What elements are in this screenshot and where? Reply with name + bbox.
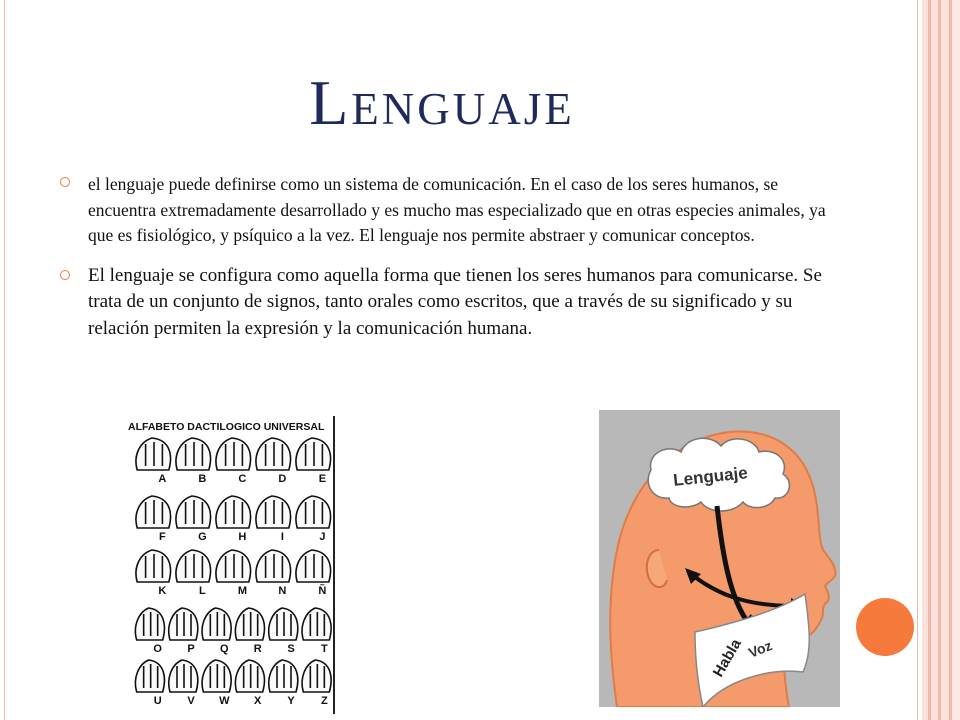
- letter-label: K: [158, 585, 167, 597]
- letter-label: E: [318, 473, 327, 485]
- letter-label: R: [253, 643, 262, 655]
- letter-label: L: [199, 585, 206, 597]
- bullet-list: [60, 172, 840, 342]
- letter-label: W: [219, 695, 230, 707]
- letter-label: N: [278, 585, 287, 597]
- decorative-stripes: [922, 0, 960, 720]
- letter-label: M: [237, 585, 247, 597]
- head-drawing: [599, 410, 840, 707]
- bullet-text: El lenguaje se configura como aquella forma que tienen los seres humanos para comunicarse. Se trata de un conjunto de signos, tanto orales como escritos, que a través de su significado y su relación permiten la expresión y la comunicación humana.: [88, 264, 822, 339]
- slide-title: Lenguaje: [309, 67, 575, 138]
- bullet-circle-icon: [60, 177, 70, 187]
- letter-label: Q: [220, 643, 229, 655]
- letter-label: O: [153, 643, 162, 655]
- letter-label: C: [238, 473, 247, 485]
- bullet-circle-icon: [60, 270, 70, 280]
- letter-label: T: [320, 643, 328, 655]
- letter-label: G: [198, 531, 207, 543]
- bullet-text: el lenguaje puede definirse como un sistema de comunicación. En el caso de los seres humanos, se encuentra extremadamente desarrollado y es mucho mas especializado que en otras especies animales, ya que es fisiológico, y psíquico a la vez. El lenguaje nos permite abstraer y comunicar conceptos.: [88, 174, 826, 245]
- bullet-item: [60, 263, 840, 343]
- letter-label: I: [280, 531, 284, 543]
- bullet-item: [60, 172, 840, 249]
- head-speech-diagram-image: [599, 410, 840, 707]
- letter-label: X: [253, 695, 262, 707]
- alfabeto-title: ALFABETO DACTILOGICO UNIVERSAL: [128, 421, 325, 433]
- letter-label: F: [159, 531, 166, 543]
- decorative-orange-circle: [856, 598, 914, 656]
- letter-label: A: [158, 473, 167, 485]
- cloud-label: Lenguaje: [672, 463, 749, 490]
- letter-label: Ñ: [318, 585, 327, 597]
- letter-label: J: [319, 531, 326, 543]
- letter-label: D: [278, 473, 287, 485]
- collar-label-habla: Habla: [709, 636, 745, 680]
- letter-label: P: [187, 643, 195, 655]
- alfabeto-drawing: [124, 416, 337, 714]
- letter-label: Y: [287, 695, 295, 707]
- letter-label: S: [287, 643, 295, 655]
- collar-label-voz: Voz: [746, 637, 775, 661]
- letter-label: H: [238, 531, 247, 543]
- letter-label: Z: [320, 695, 328, 707]
- letter-label: U: [153, 695, 162, 707]
- alfabeto-dactilologico-image: [124, 416, 337, 714]
- letter-label: V: [187, 695, 195, 707]
- letter-label: B: [198, 473, 207, 485]
